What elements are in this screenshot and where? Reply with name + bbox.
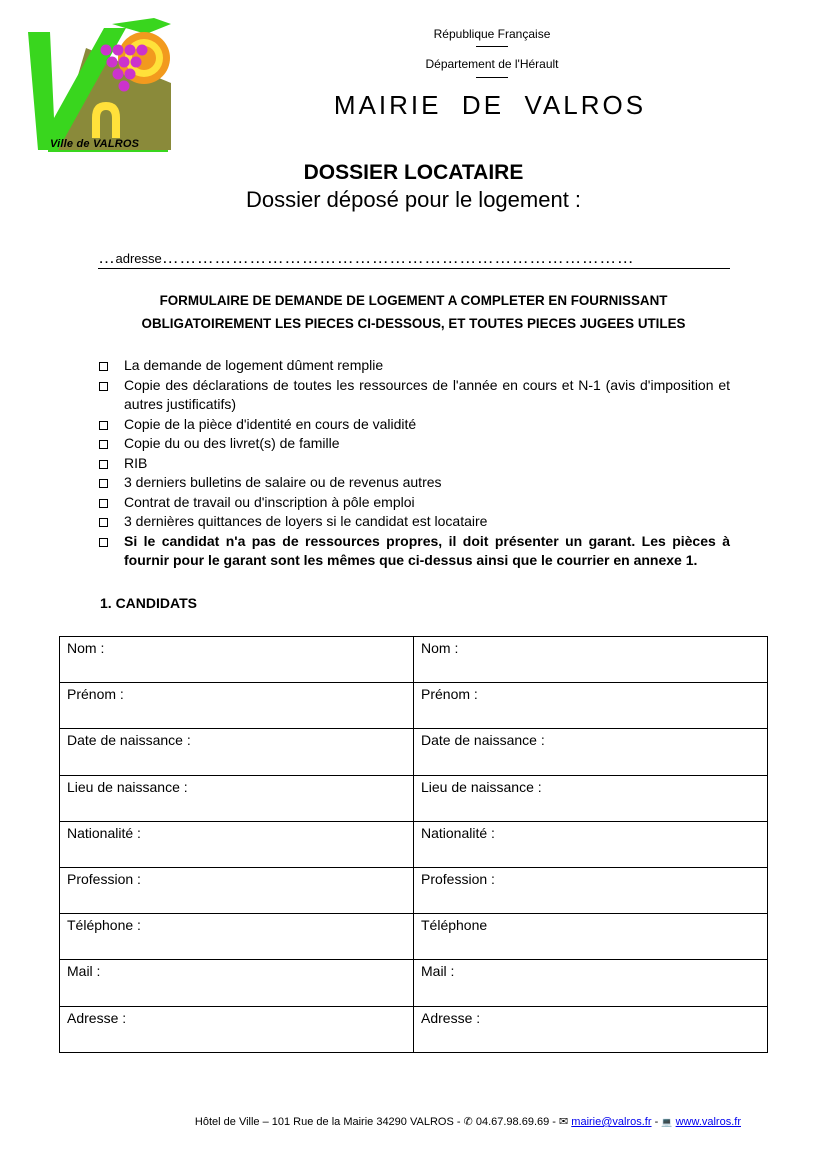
checklist-item: La demande de logement dûment remplie [98, 356, 730, 376]
candidate-1-field[interactable]: Date de naissance : [60, 729, 414, 775]
footer-website-link[interactable]: www.valros.fr [675, 1116, 741, 1128]
table-row [60, 867, 768, 913]
candidates-table [59, 636, 768, 1053]
section-title: 1. CANDIDATS [100, 595, 197, 611]
footer-separator: - [651, 1116, 662, 1128]
candidate-1-field[interactable]: Profession : [60, 867, 414, 913]
table-row [60, 1006, 768, 1052]
checklist-item: Copie de la pièce d'identité en cours de validité [98, 415, 730, 435]
candidate-1-field[interactable]: Adresse : [60, 1006, 414, 1052]
candidate-1-field[interactable]: Téléphone : [60, 914, 414, 960]
checklist-item: Copie du ou des livret(s) de famille [98, 434, 730, 454]
mairie-title: MAIRIE DE VALROS [333, 90, 647, 120]
candidate-2-field[interactable]: Prénom : [414, 683, 768, 729]
checklist-item: RIB [98, 454, 730, 474]
candidate-1-field[interactable]: Nationalité : [60, 821, 414, 867]
checkbox-icon[interactable] [99, 421, 108, 430]
checklist-item: Contrat de travail ou d'inscription à pôle emploi [98, 493, 730, 513]
checklist-item-garant: Si le candidat n'a pas de ressources propres, il doit présenter un garant. Les pièces à fournir pour le garant sont les mêmes que ci-dessus ainsi que le courrier en annexe 1. [98, 532, 730, 571]
checkbox-icon[interactable] [99, 479, 108, 488]
header-divider [476, 46, 508, 47]
candidate-1-field[interactable]: Mail : [60, 960, 414, 1006]
page-footer [100, 1115, 741, 1128]
checkbox-icon[interactable] [99, 499, 108, 508]
candidate-2-field[interactable]: Téléphone [414, 914, 768, 960]
table-row [60, 683, 768, 729]
footer-email-link[interactable]: mairie@valros.fr [571, 1116, 652, 1128]
candidate-2-field[interactable]: Profession : [414, 867, 768, 913]
mail-icon: ✉ [559, 1116, 569, 1128]
candidate-2-field[interactable]: Date de naissance : [414, 729, 768, 775]
checkbox-icon[interactable] [99, 440, 108, 449]
candidate-2-field[interactable]: Adresse : [414, 1006, 768, 1052]
department-label: Département de l'Hérault [425, 57, 559, 71]
checklist-item: 3 derniers bulletins de salaire ou de revenus autres [98, 473, 730, 493]
address-field[interactable] [98, 248, 730, 269]
candidate-2-field[interactable]: Nom : [414, 637, 768, 683]
instructions-line-2: OBLIGATOIREMENT LES PIECES CI-DESSOUS, ET TOUTES PIECES JUGEES UTILES [141, 316, 686, 331]
address-label: adresse [115, 251, 162, 266]
checkbox-icon[interactable] [99, 362, 108, 371]
checkbox-icon[interactable] [99, 538, 108, 547]
checkbox-icon[interactable] [99, 460, 108, 469]
candidate-1-field[interactable]: Nom : [60, 637, 414, 683]
checklist-item: 3 dernières quittances de loyers si le candidat est locataire [98, 512, 730, 532]
table-row [60, 637, 768, 683]
address-trail-dots: ……………………………………………………………………… [161, 248, 635, 267]
candidate-2-field[interactable]: Lieu de naissance : [414, 775, 768, 821]
candidate-2-field[interactable]: Mail : [414, 960, 768, 1006]
page-subtitle: Dossier déposé pour le logement : [245, 187, 582, 212]
instructions-line-1: FORMULAIRE DE DEMANDE DE LOGEMENT A COMPLETER EN FOURNISSANT [159, 293, 668, 308]
address-lead-dots: … [98, 248, 116, 267]
page-title: DOSSIER LOCATAIRE [303, 161, 524, 184]
logo-caption: Ville de VALROS [50, 138, 140, 150]
logo-underline [48, 150, 168, 152]
footer-address: Hôtel de Ville – 101 Rue de la Mairie 34290 VALROS - [194, 1116, 464, 1128]
candidate-1-field[interactable]: Lieu de naissance : [60, 775, 414, 821]
table-row [60, 821, 768, 867]
checklist-item: Copie des déclarations de toutes les ressources de l'année en cours et N-1 (avis d'imposition et autres justificatifs) [98, 376, 730, 415]
table-row [60, 960, 768, 1006]
valros-logo [26, 18, 176, 154]
table-row [60, 729, 768, 775]
candidate-1-field[interactable]: Prénom : [60, 683, 414, 729]
footer-phone: 04.67.98.69.69 - [472, 1116, 560, 1128]
checkbox-icon[interactable] [99, 382, 108, 391]
republic-label: République Française [433, 27, 551, 41]
table-row [60, 775, 768, 821]
header-divider [476, 77, 508, 78]
computer-icon: 💻 [661, 1117, 673, 1127]
table-row [60, 914, 768, 960]
phone-icon: ✆ [463, 1116, 473, 1128]
candidate-2-field[interactable]: Nationalité : [414, 821, 768, 867]
documents-checklist [98, 356, 730, 571]
checkbox-icon[interactable] [99, 518, 108, 527]
